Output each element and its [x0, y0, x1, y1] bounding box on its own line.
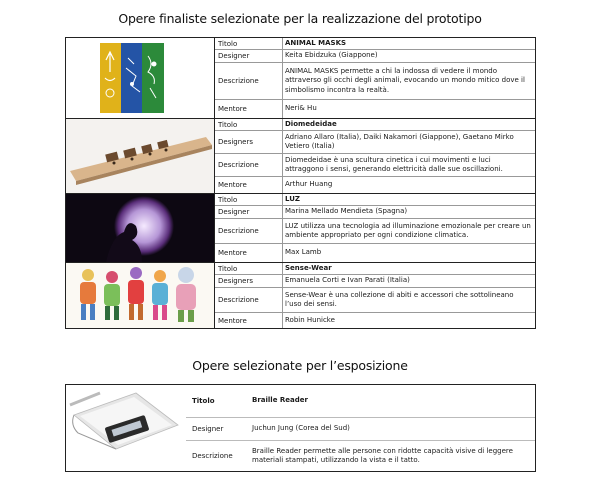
finalists-heading: Opere finaliste selezionate per la realizzazione del prototipo [118, 11, 482, 26]
table-row [215, 263, 535, 275]
row-label: Descrizione [192, 452, 233, 460]
row-label: Designer [215, 50, 283, 62]
row-value: Adriano Allaro (Italia), Daiki Nakamori (Giappone), Gaetano Mirko Vetiero (Italia) [285, 132, 514, 150]
row-label: Mentore [215, 177, 283, 193]
row-label: Titolo [215, 263, 283, 274]
table-row [215, 50, 535, 63]
row-value: Robin Hunicke [285, 315, 335, 324]
entry-title: ANIMAL MASKS [285, 38, 347, 47]
row-label: Descrizione [215, 219, 283, 243]
row-value: Neri& Hu [285, 104, 317, 113]
sense-wear-image [66, 263, 214, 328]
table-row [215, 38, 535, 50]
row-value: Marina Mellado Mendieta (Spagna) [285, 207, 408, 216]
row-value: Juchun Jung (Corea del Sud) [252, 424, 350, 433]
diomedeidae-image [66, 119, 214, 193]
row-value: Arthur Huang [285, 180, 333, 189]
row-label: Titolo [215, 119, 283, 130]
row-label: Titolo [192, 397, 215, 405]
row-label: Designers [215, 131, 283, 153]
entry-title: Braille Reader [252, 396, 308, 405]
animal-masks-image [66, 38, 214, 118]
row-label: Mentore [215, 100, 283, 118]
table-row [215, 177, 535, 193]
entry-luz [66, 194, 535, 263]
row-value: Braille Reader permette alle persone con ridotte capacità visive di leggere materiali stampati, utilizzando la vista e il tatto. [252, 446, 513, 464]
row-label: Titolo [215, 38, 283, 49]
entry-title: Diomedeidae [285, 119, 337, 128]
table-row [215, 288, 535, 313]
row-value: LUZ utilizza una tecnologia ad illuminazione emozionale per creare un ambiente appropriato per ogni condizione climatica. [285, 221, 531, 239]
row-label: Designer [192, 425, 224, 433]
entry-animal-masks [66, 38, 535, 119]
row-label: Titolo [215, 194, 283, 205]
entry-title: LUZ [285, 194, 300, 203]
row-value: Diomedeidae è una scultura cinetica i cui movimenti e luci attraggono i sensi, generando elettricità dalle sue oscillazioni. [285, 155, 503, 173]
entry-sense-wear [66, 263, 535, 328]
row-label: Descrizione [215, 63, 283, 99]
row-value: Sense-Wear è una collezione di abiti e accessori che sottolineano l’uso dei sensi. [285, 290, 514, 308]
table-row [215, 275, 535, 288]
entry-diomedeidae [66, 119, 535, 194]
row-value: ANIMAL MASKS permette a chi la indossa di vedere il mondo attraverso gli occhi degli animali, evocando un mondo mitico dove il simbolismo incontra la realtà. [285, 66, 525, 94]
finalists-table [65, 37, 536, 329]
braille-reader-image [66, 385, 186, 471]
table-row [215, 100, 535, 118]
row-value: Keita Ebidzuka (Giappone) [285, 51, 378, 60]
row-label: Descrizione [215, 154, 283, 176]
row-value: Max Lamb [285, 248, 322, 257]
table-row [215, 131, 535, 154]
row-label: Designer [215, 206, 283, 218]
exhibition-heading: Opere selezionate per l’esposizione [192, 358, 408, 373]
row-value: Emanuela Corti e Ivan Parati (Italia) [285, 276, 410, 285]
entry-braille-reader [66, 385, 535, 471]
table-row [215, 219, 535, 244]
table-row [215, 63, 535, 100]
row-label: Mentore [215, 313, 283, 328]
table-row [215, 206, 535, 219]
luz-image [66, 194, 214, 262]
table-row [186, 441, 535, 471]
table-row [215, 154, 535, 177]
row-label: Mentore [215, 244, 283, 262]
entry-title: Sense-Wear [285, 263, 332, 272]
table-row [215, 244, 535, 262]
exhibition-table [65, 384, 536, 472]
table-row [215, 119, 535, 131]
row-label: Designers [215, 275, 283, 287]
table-row [215, 194, 535, 206]
table-row [186, 385, 535, 418]
table-row [186, 418, 535, 441]
table-row [215, 313, 535, 328]
row-label: Descrizione [215, 288, 283, 312]
